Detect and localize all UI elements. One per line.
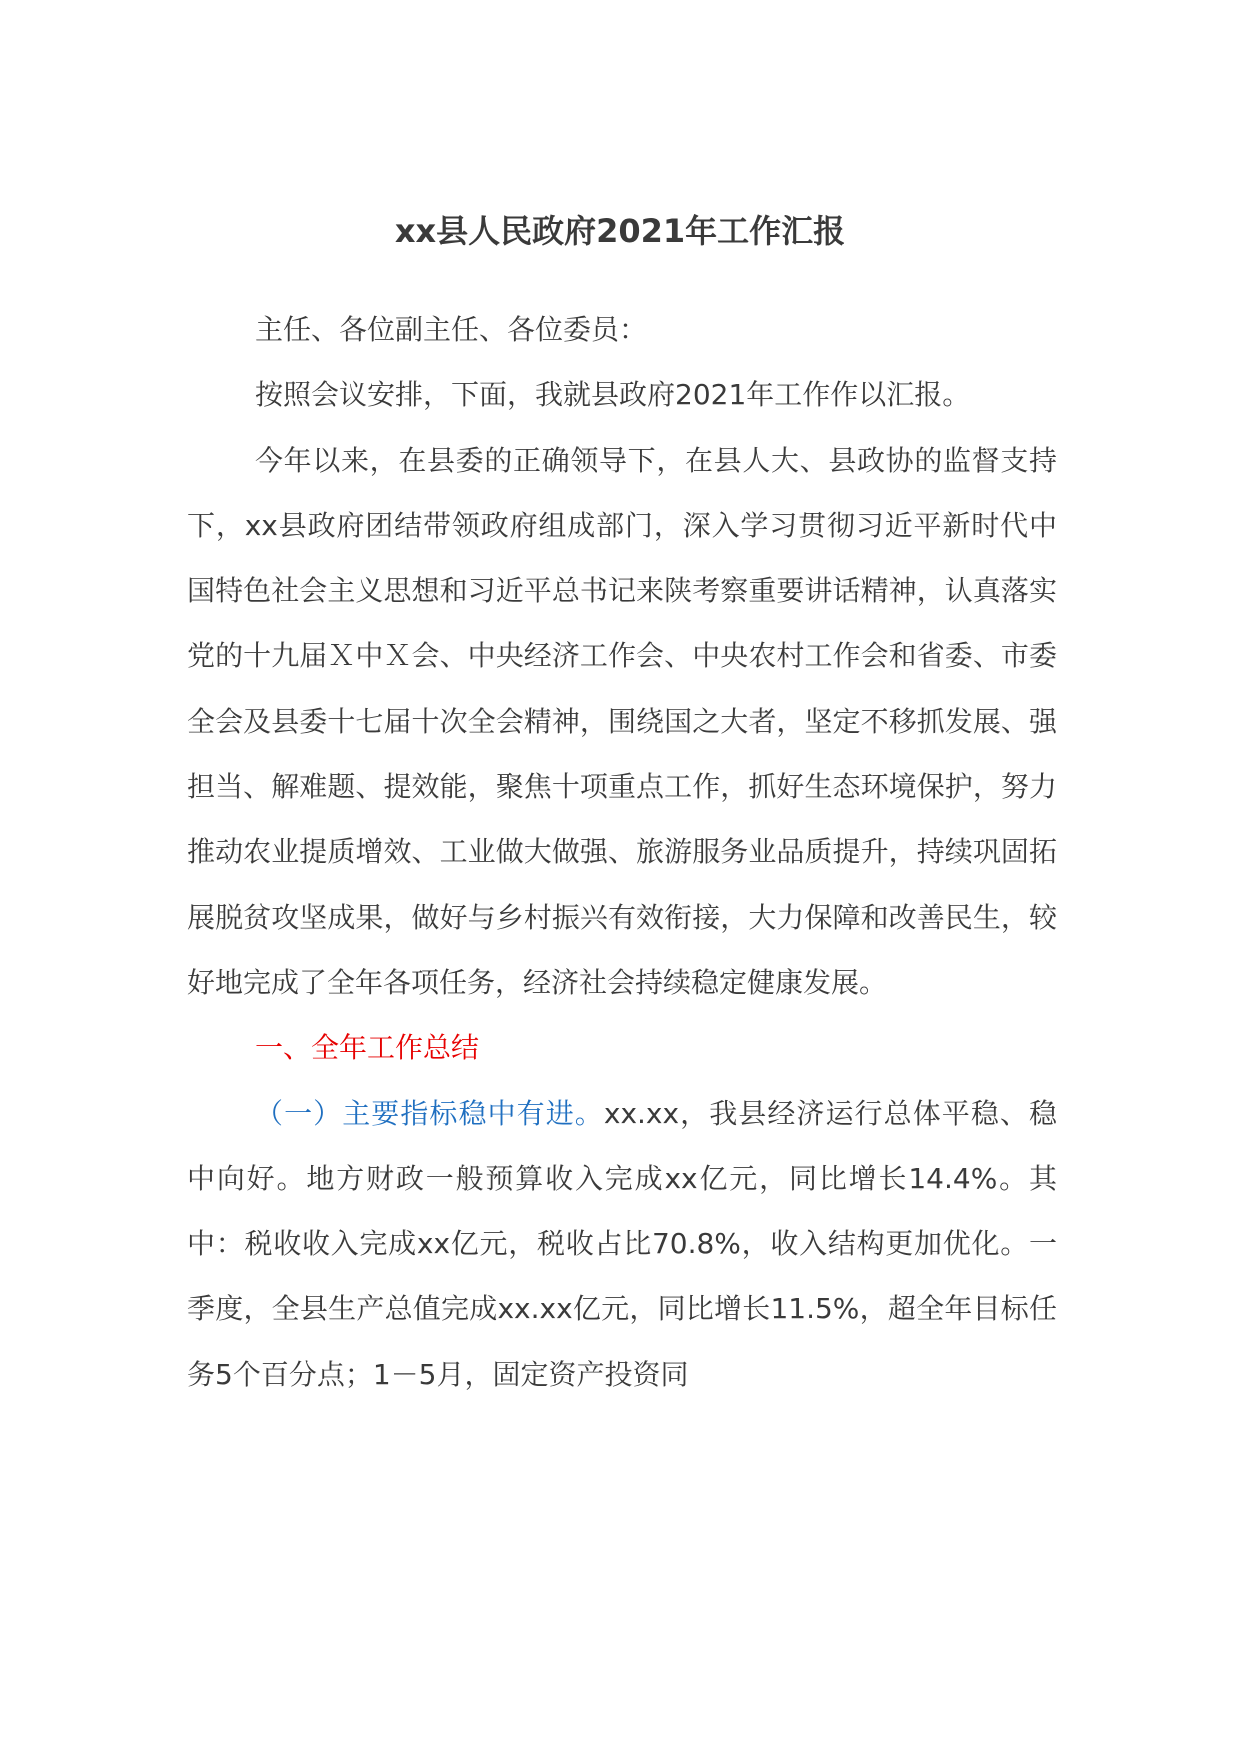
section-heading: 一、全年工作总结 — [255, 1031, 480, 1065]
subsection-heading: （一）主要指标稳中有进。 — [255, 1096, 604, 1130]
overview-paragraph: 今年以来，在县委的正确领导下，在县人大、县政协的监督支持下，xx县政府团结带领政府组成部门，深入学习贯彻习近平新时代中国特色社会主义思想和习近平总书记来陕考察重要讲话精神，认真落实党的十九届Ｘ中Ｘ会、中央经济工作会、中央农村工作会和省委、市委全会及县委十七届十次全会精神，围绕国之大者，坚定不移抓发展、强担当、解难题、提效能，聚焦十项重点工作，抓好生态环境保护，努力推动农业提质增效、工业做大做强、旅游服务业品质提升，持续巩固拓展脱贫攻坚成果，做好与乡村振兴有效衔接，大力保障和改善民生，较好地完成了全年各项任务，经济社会持续稳定健康发展。 — [187, 443, 1057, 999]
intro-paragraph: 按照会议安排，下面，我就县政府2021年工作作以汇报。 — [255, 378, 971, 412]
document-body — [187, 297, 1057, 1407]
document-title: xx县人民政府2021年工作汇报 — [394, 212, 846, 250]
subsection-paragraph — [187, 1081, 1057, 1407]
subsection-text: xx.xx，我县经济运行总体平稳、稳中向好。地方财政一般预算收入完成xx亿元，同比增长14.4%。其中：税收收入完成xx亿元，税收占比70.8%，收入结构更加优化。一季度，全县生产总值完成xx.xx亿元，同比增长11.5%，超全年目标任务5个百分点；1－5月，固定资产投资同 — [187, 1096, 1057, 1391]
salutation-paragraph: 主任、各位副主任、各位委员： — [255, 313, 648, 346]
